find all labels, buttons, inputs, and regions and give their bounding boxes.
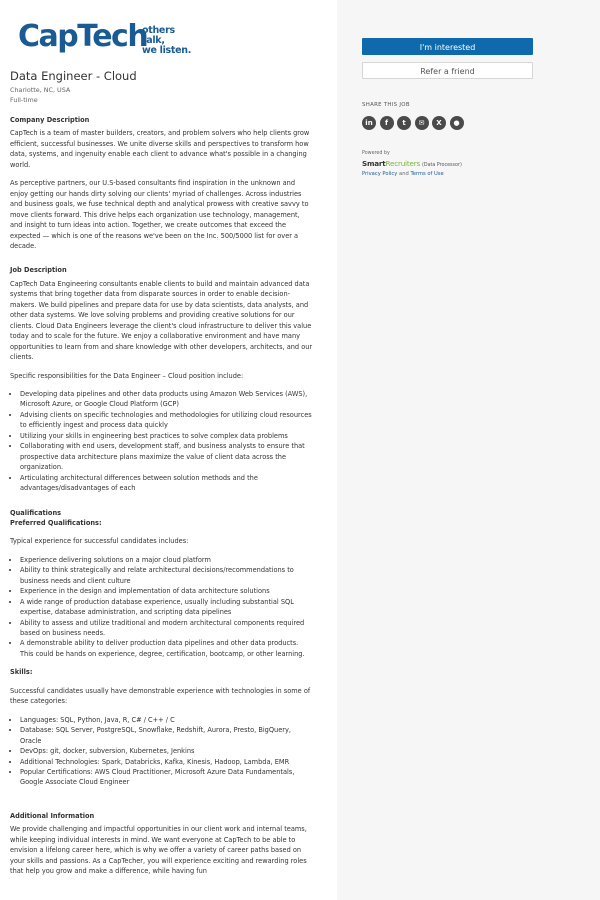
sr-logo-smart: Smart: [362, 159, 386, 168]
company-description-paragraph: As perceptive partners, our U.S-based consultants find inspiration in the unknown and enjoy getting our hands dirty solving our clients' myriad of challenges. Across industries and business goals, we fuse technical depth and analytical prowess with creative savvy to move clients forward. This drive helps each organization use technology, management, and insight to turn ideas into action. Together, we create outcomes that exceed the expected — which is one of the reasons we've been on the Inc. 500/5000 list for over a decade.: [10, 179, 309, 250]
list-item: • Ability to think strategically and relate architectural decisions/recommendations to business needs and client culture: [20, 565, 313, 586]
job-type: Full-time: [10, 96, 38, 104]
wechat-icon[interactable]: ●: [450, 116, 464, 130]
twitter-icon[interactable]: t: [397, 116, 411, 130]
list-item: • Articulating architectural differences between solution methods and the advantages/disadvantages of each: [20, 473, 313, 494]
list-item: • Experience delivering solutions on a major cloud platform: [20, 555, 313, 565]
powered-by-label: Powered by: [362, 151, 390, 156]
xing-icon[interactable]: X: [432, 116, 446, 130]
qualifications-heading: Qualifications: [10, 508, 62, 517]
job-description-body: [10, 115, 313, 877]
list-item: • A wide range of production database experience, usually including substantial SQL expertise, database administration, and scripting data pipelines: [20, 597, 313, 618]
additional-information-heading: Additional Information: [10, 811, 95, 820]
linkedin-icon[interactable]: in: [362, 116, 376, 130]
skills-heading: Skills:: [10, 668, 33, 677]
skills-list: [10, 715, 313, 788]
facebook-icon[interactable]: f: [380, 116, 394, 130]
list-item: • Advising clients on specific technologies and methodologies for utilizing cloud resources to efficiently ingest and process data quickly: [20, 410, 313, 431]
list-item: • Developing data pipelines and other data products using Amazon Web Services (AWS), Microsoft Azure, or Google Cloud Platform (GCP): [20, 389, 313, 410]
and-label: and: [399, 171, 409, 177]
responsibilities-list: [10, 389, 313, 494]
job-description-heading: Job Description: [10, 266, 67, 275]
refer-a-friend-button[interactable]: Refer a friend: [362, 62, 533, 79]
list-item: • Popular Certifications: AWS Cloud Practitioner, Microsoft Azure Data Fundamentals, Google Associate Cloud Engineer: [20, 767, 313, 788]
company-logo[interactable]: [18, 20, 200, 56]
list-item: • A demonstrable ability to deliver production data pipelines and other data products. This could be hands on experience, degree, certification, bootcamp, or other learning.: [20, 638, 313, 659]
share-icons: [362, 116, 464, 130]
list-item: • Ability to assess and utilize traditional and modern architectural components required based on business needs.: [20, 618, 313, 639]
privacy-policy-link[interactable]: Privacy Policy: [362, 171, 398, 177]
share-this-job-label: SHARE THIS JOB: [362, 102, 410, 108]
job-description-paragraph: CapTech Data Engineering consultants enable clients to build and maintain advanced data systems that bring together data from disparate sources in order to enable decision-makers. We build pipelines and prepare data for use by data scientists, data analysts, and other data systems. We love solving problems and providing creative solutions for our clients. Cloud Data Engineers leverage the client's cloud infrastructure to deliver this value today and to scale for the future. We enjoy a collaborative environment and have many opportunities to learn from and share knowledge with other developers, architects, and our clients.: [10, 279, 313, 362]
skills-intro: Successful candidates usually have demonstrable experience with technologies in some of these categories:: [10, 686, 311, 706]
logo-tagline: others talk, we listen.: [142, 25, 192, 56]
qualifications-intro: Typical experience for successful candidates includes:: [10, 537, 189, 546]
list-item: • Languages: SQL, Python, Java, R, C# / C++ / C: [20, 715, 313, 725]
terms-of-use-link[interactable]: Terms of Use: [410, 171, 444, 177]
list-item: • DevOps: git, docker, subversion, Kubernetes, Jenkins: [20, 746, 313, 756]
im-interested-button[interactable]: I'm interested: [362, 38, 533, 55]
list-item: • Additional Technologies: Spark, Databricks, Kafka, Kinesis, Hadoop, Lambda, EMR: [20, 757, 313, 767]
job-title: Data Engineer - Cloud: [10, 69, 137, 83]
list-item: • Experience in the design and implementation of data architecture solutions: [20, 586, 313, 596]
sidebar: [337, 0, 600, 900]
list-item: • Utilizing your skills in engineering best practices to solve complex data problems: [20, 431, 313, 441]
list-item: • Collaborating with end users, development staff, and business analysts to ensure that prospective data architecture plans maximize the value of client data across the organization.: [20, 441, 313, 472]
company-description-paragraph: CapTech is a team of master builders, creators, and problem solvers who help clients grow efficient, successful businesses. We unite diverse skills and perspectives to transform how data, systems, and ingenuity enable each client to advance what's possible in a changing world.: [10, 129, 310, 169]
additional-information-paragraph: We provide challenging and impactful opportunities in our client work and internal teams, while keeping individual interests in mind. We want everyone at CapTech to be able to envision a lifelong career here, which is why we offer a variety of career paths based on your skills and passions. As a CapTecher, you will experience exciting and rewarding roles that help you grow and make a difference, while having fun: [10, 825, 307, 876]
policy-links: [362, 171, 444, 177]
list-item: • Database: SQL Server, PostgreSQL, Snowflake, Redshift, Aurora, Presto, BigQuery, Oracle: [20, 725, 313, 746]
job-location: Charlotte, NC, USA: [10, 86, 71, 94]
responsibilities-intro: Specific responsibilities for the Data Engineer – Cloud position include:: [10, 371, 244, 380]
smartrecruiters-logo[interactable]: [362, 159, 462, 168]
data-processor-label: (Data Processor): [422, 163, 462, 168]
preferred-qualifications-heading: Preferred Qualifications:: [10, 518, 102, 527]
logo-wordmark: CapTech: [18, 19, 148, 54]
email-icon[interactable]: ✉: [415, 116, 429, 130]
qualifications-list: [10, 555, 313, 660]
sr-logo-recruiters: Recruiters: [385, 159, 420, 168]
company-description-heading: Company Description: [10, 116, 90, 124]
